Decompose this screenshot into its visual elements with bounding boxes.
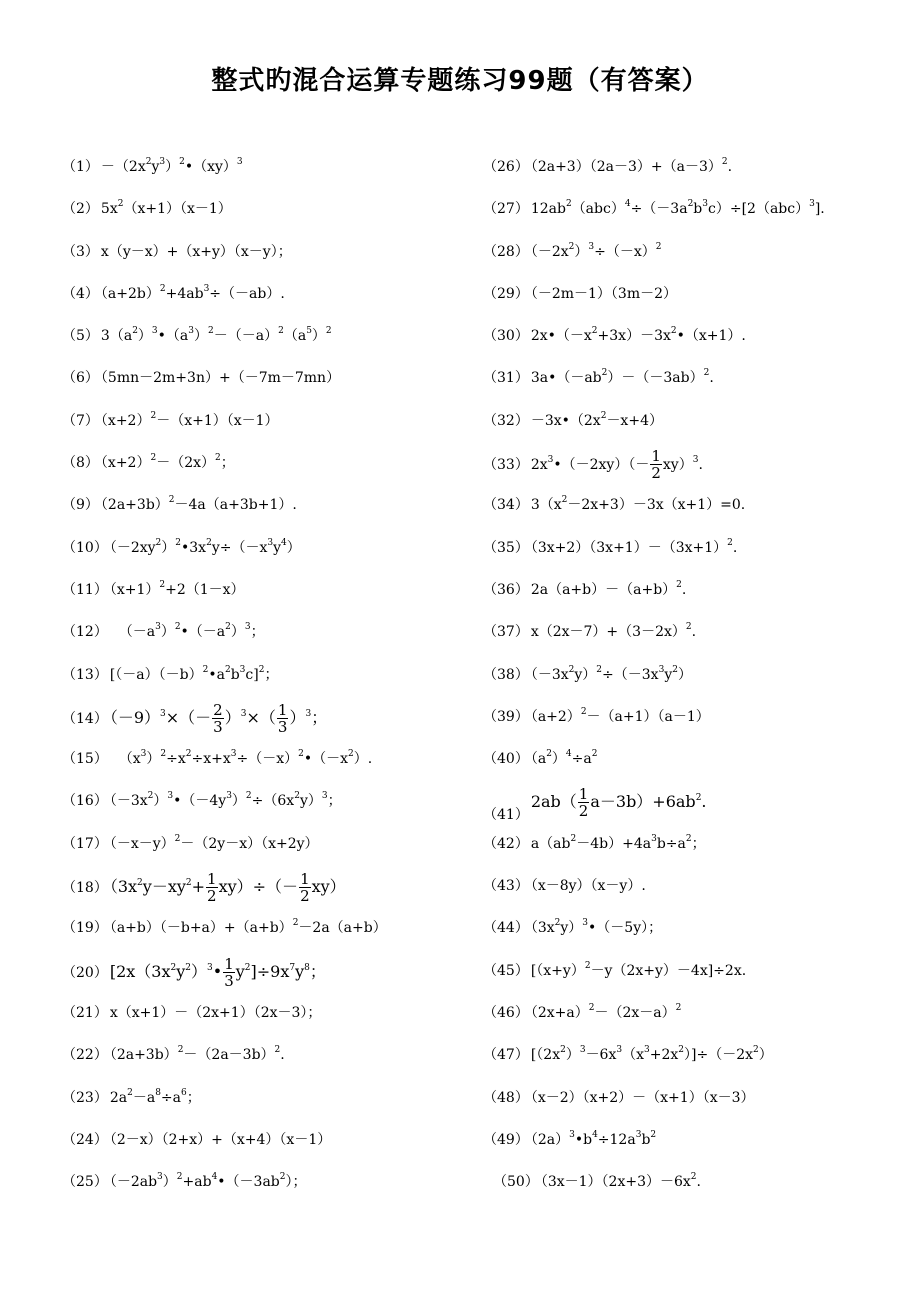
problem-expression: $5x^2(x+1)(x-1)$	[100, 199, 232, 218]
problem-expression: $[(-a)(-b)^2•a^2b^3c]^2$；	[109, 664, 279, 683]
problem-number: （20）	[62, 964, 108, 981]
problem-number: （2）	[62, 201, 99, 218]
problem-47	[483, 1040, 913, 1082]
problem-number: （11）	[62, 581, 108, 598]
problem-12	[62, 617, 472, 659]
problem-expression: $(-2xy^2)^2•3x^2y\div(-x^3y^4)$	[109, 537, 301, 556]
problem-13	[62, 660, 472, 702]
problem-number: （4）	[62, 285, 99, 302]
problem-number: （47）	[483, 1047, 529, 1064]
problem-expression: $-3x•(2x^2-x+4)$	[530, 410, 663, 429]
problem-expression: $(-a^3)^2•(-a^2)^3$；	[109, 622, 265, 641]
problem-33	[483, 448, 913, 490]
problem-number: （34）	[483, 497, 529, 514]
problem-number: （24）	[62, 1131, 108, 1148]
problem-29	[483, 279, 913, 321]
problem-14	[62, 702, 472, 744]
problem-7	[62, 406, 472, 448]
problem-expression: $2x•(-x^2+3x)-3x^2•(x+1)$.	[530, 326, 746, 345]
problem-expression: （5mn－2m+3n）+（－7m－7mn）	[100, 370, 341, 387]
problem-number: （28）	[483, 243, 529, 260]
problem-9	[62, 490, 472, 532]
problem-expression: x（x+1）－（2x+1）（2x－3）；	[109, 1004, 322, 1021]
problem-8	[62, 448, 472, 490]
problem-number: （45）	[483, 962, 529, 979]
problem-number: （10）	[62, 539, 108, 556]
problem-number: （49）	[483, 1131, 529, 1148]
problem-number: （50）	[493, 1174, 539, 1191]
problem-expression: （－2m－1）（3m－2）	[530, 285, 678, 302]
problem-expression: （x－2）（x+2）－（x+1）（x－3）	[530, 1089, 755, 1106]
problem-number: （14）	[62, 710, 108, 727]
problem-3	[62, 237, 472, 279]
problem-number: （25）	[62, 1174, 108, 1191]
problem-expression: （$3x^2y-xy^2+$ $\frac{1}{2}$ xy）÷（－ $\frac{1}{2}$ xy）	[109, 870, 346, 906]
problem-expression: $(2a)^3•b^4\div 12a^3b^2$	[530, 1129, 657, 1148]
problem-49	[483, 1125, 913, 1167]
problem-expression: $(2a+3b)^2-(2a-3b)^2$.	[109, 1045, 285, 1064]
problem-number: （23）	[62, 1089, 108, 1106]
problem-15	[62, 744, 472, 786]
problem-number: （12）	[62, 624, 108, 641]
problem-number: （13）	[62, 666, 108, 683]
problem-41	[483, 786, 913, 828]
problem-5	[62, 321, 472, 363]
problem-number: （33）	[483, 456, 529, 473]
problem-11	[62, 575, 472, 617]
problem-37	[483, 617, 913, 659]
problem-number: （27）	[483, 201, 529, 218]
problem-number: （3）	[62, 243, 99, 260]
problem-38	[483, 660, 913, 702]
problem-30	[483, 321, 913, 363]
problem-45	[483, 956, 913, 998]
problem-expression: $(-2ab^3)^2+ab^4•(-3ab^2)$；	[109, 1172, 307, 1191]
problem-expression: $2a^2-a^8\div a^6$；	[109, 1087, 201, 1106]
problem-expression: $(a+2)^2-(a+1)(a-1)$	[530, 706, 710, 725]
problem-expression: $(x^3)^2\div x^2\div x+x^3\div(-x)^2•(-x^2)$.	[109, 749, 373, 768]
problem-number: （44）	[483, 920, 529, 937]
problem-number: （21）	[62, 1004, 108, 1021]
problem-expression: $[(2x^2)^3-6x^3(x^3+2x^2)]\div(-2x^2)$	[530, 1045, 773, 1064]
problem-32	[483, 406, 913, 448]
left-column	[62, 152, 472, 1209]
problem-expression: $(-3x^2y)^2\div(-3x^3y^2)$	[530, 664, 692, 683]
problem-number: （46）	[483, 1004, 529, 1021]
problem-number: （38）	[483, 666, 529, 683]
problem-expression: x（y－x）+（x+y）（x－y）；	[100, 243, 292, 260]
problem-24	[62, 1125, 472, 1167]
problem-number: （43）	[483, 878, 529, 895]
problem-number: （30）	[483, 328, 529, 345]
problem-10	[62, 533, 472, 575]
problem-number: （26）	[483, 159, 529, 175]
problem-expression: $(-2x^2)^3\div(-x)^2$	[530, 241, 662, 260]
problem-number: （19）	[62, 920, 108, 937]
problem-34	[483, 490, 913, 532]
problem-expression: $(3x+2)(3x+1)-(3x+1)^2$.	[530, 537, 738, 556]
problem-44	[483, 913, 913, 955]
problem-number: （5）	[62, 328, 99, 345]
problem-expression: $2x^3•(-2xy)(-$ $\frac{1}{2}$ xy）$^3$.	[530, 447, 703, 483]
problem-expression: $3(x^2-2x+3)-3x(x+1)=0$.	[530, 495, 746, 514]
problem-expression: $(-x-y)^2-(2y-x)(x+2y)$	[109, 833, 319, 852]
problem-expression: $x(2x-7)+(3-2x)^2$.	[530, 622, 697, 641]
problem-number: （8）	[62, 455, 99, 472]
problem-31	[483, 363, 913, 405]
problem-expression: $a(ab^2-4b)+4a^3b\div a^2$；	[530, 833, 706, 852]
problem-expression: $(-9)^3\times(-$ $\frac{2}{3}$ ）$^3$×（ $\frac{1}{3}$ ）$^3$；	[109, 700, 328, 736]
problem-21	[62, 998, 472, 1040]
problem-number: （7）	[62, 412, 99, 429]
page-title: 整式旳混合运算专题练习99题（有答案）	[211, 66, 709, 96]
problem-expression: $(2a+3)(2a-3)+(a-3)^2$.	[530, 157, 733, 175]
problem-17	[62, 829, 472, 871]
problem-28	[483, 237, 913, 279]
problem-number: （29）	[483, 285, 529, 302]
problem-39	[483, 702, 913, 744]
problem-number: （41）	[483, 807, 529, 824]
problem-number: （9）	[62, 497, 99, 514]
problem-expression: $3a•(-ab^2)-(-3ab)^2$.	[530, 368, 714, 387]
problem-number: （48）	[483, 1089, 529, 1106]
problem-42	[483, 829, 913, 871]
problem-20	[62, 956, 472, 998]
problem-expression: $(x+1)^2+2(1-x)$	[109, 579, 245, 598]
problem-number: （16）	[62, 793, 108, 810]
problem-number: （22）	[62, 1047, 108, 1064]
problem-number: （32）	[483, 412, 529, 429]
problem-6	[62, 363, 472, 405]
problem-expression: $(3x-1)(2x+3)-6x^2$.	[540, 1172, 701, 1191]
problem-48	[483, 1083, 913, 1125]
problem-26	[483, 152, 913, 194]
problem-expression: $(3x^2y)^3•(-5y)$；	[530, 918, 663, 937]
problem-4	[62, 279, 472, 321]
problem-40	[483, 744, 913, 786]
problem-expression: $(x+2)^2-(2x)^2$；	[100, 453, 235, 472]
right-column	[483, 152, 913, 1209]
problem-25	[62, 1167, 472, 1209]
problem-number: （17）	[62, 835, 108, 852]
problem-expression: （x－8y）（x－y）.	[530, 878, 646, 895]
problem-number: （18）	[62, 880, 108, 897]
problem-36	[483, 575, 913, 617]
problem-expression: $(a+2b)^2+4ab^3\div(-ab)$.	[100, 283, 285, 302]
problem-expression: $2a(a+b)-(a+b)^2$.	[530, 579, 687, 598]
problem-number: （42）	[483, 835, 529, 852]
problem-50	[483, 1167, 913, 1209]
problem-expression: （2－x）（2+x）+（x+4）（x－1）	[109, 1131, 332, 1148]
problem-expression: $12ab^2(abc)^4\div(-3a^2b^3c)\div[2(abc)^3]$.	[530, 199, 825, 218]
problem-1	[62, 152, 472, 194]
problem-expression: $-(2x^2y^3)^2•(xy)^3$	[100, 157, 243, 175]
problem-expression: 2ab（ $\frac{1}{2}$ $a-3b)+6ab^2$.	[530, 785, 707, 821]
problem-expression: $(a^2)^4\div a^2$	[530, 749, 598, 768]
problem-number: （31）	[483, 370, 529, 387]
problem-expression: [$2x(3x^2y^2)^3•$ $\frac{1}{3}$ $y^2]\div 9x^7y^8$；	[109, 954, 326, 990]
problem-number: （35）	[483, 539, 529, 556]
problem-number: （39）	[483, 708, 529, 725]
problem-43	[483, 871, 913, 913]
problem-23	[62, 1083, 472, 1125]
problem-number: （15）	[62, 751, 108, 768]
problem-number: （36）	[483, 581, 529, 598]
problem-35	[483, 533, 913, 575]
problem-expression: $(2x+a)^2-(2x-a)^2$	[530, 1002, 682, 1021]
problem-2	[62, 194, 472, 236]
problem-18	[62, 871, 472, 913]
problem-number: （6）	[62, 370, 99, 387]
problem-27	[483, 194, 913, 236]
problem-expression: $(a+b)(-b+a)+(a+b)^2-2a(a+b)$	[109, 918, 387, 937]
problem-expression: $(2a+3b)^2-4a(a+3b+1)$.	[100, 495, 297, 514]
problem-expression: $3(a^2)^3•(a^3)^2-(-a)^2(a^5)^2$	[100, 326, 332, 345]
problem-19	[62, 913, 472, 955]
problem-expression: $(x+2)^2-(x+1)(x-1)$	[100, 410, 279, 429]
problem-number: （40）	[483, 751, 529, 768]
problem-22	[62, 1040, 472, 1082]
problem-46	[483, 998, 913, 1040]
problem-expression: $[(x+y)^2-y(2x+y)-4x]\div 2x$.	[530, 960, 747, 979]
problem-expression: $(-3x^2)^3•(-4y^3)^2\div(6x^2y)^3$；	[109, 791, 342, 810]
problem-16	[62, 786, 472, 828]
problem-number: （1）	[62, 159, 99, 175]
problem-number: （37）	[483, 624, 529, 641]
